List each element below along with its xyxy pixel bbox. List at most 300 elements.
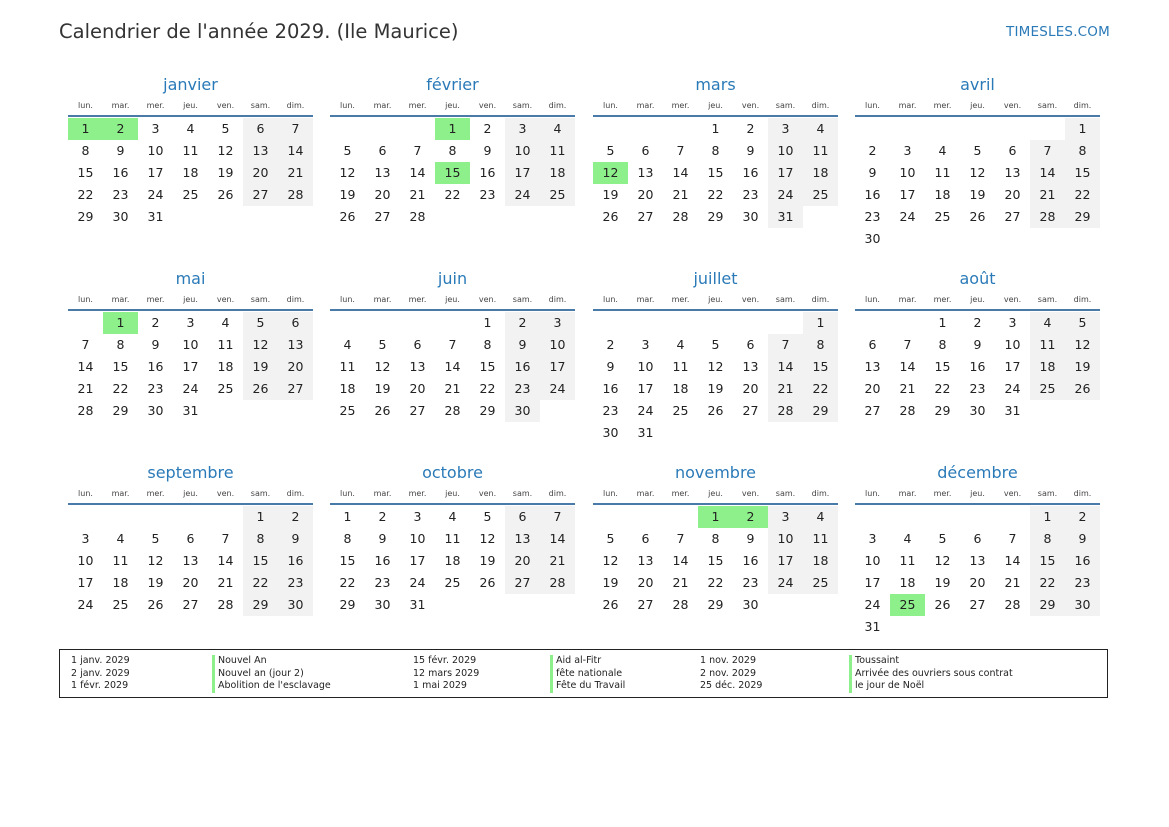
empty-cell <box>103 506 138 528</box>
day-cell: 13 <box>637 553 654 568</box>
day-cell: 1 <box>1065 118 1100 140</box>
day-cell: 15 <box>1030 550 1065 572</box>
day-cell: 5 <box>938 531 947 546</box>
day-cell: 17 <box>182 359 199 374</box>
day-cell: 30 <box>505 400 540 422</box>
weekday-header <box>593 488 838 500</box>
weekday-label: mar. <box>373 295 392 304</box>
day-cell: 4 <box>221 315 230 330</box>
weekday-label: sam. <box>250 489 271 498</box>
day-cell: 12 <box>602 553 619 568</box>
day-cell: 4 <box>676 337 685 352</box>
weekday-label: lun. <box>603 489 618 498</box>
empty-cell <box>698 312 733 334</box>
weekday-label: mer. <box>408 101 427 110</box>
day-cell: 8 <box>1065 140 1100 162</box>
day-cell: 29 <box>707 597 724 612</box>
weekday-label: jeu. <box>445 295 460 304</box>
weekday-label: jeu. <box>445 489 460 498</box>
day-cell: 10 <box>182 337 199 352</box>
day-cell: 7 <box>1030 140 1065 162</box>
month-5 <box>330 269 575 449</box>
day-cell: 11 <box>803 140 838 162</box>
day-cell: 27 <box>1004 209 1021 224</box>
day-cell: 9 <box>505 334 540 356</box>
day-cell: 28 <box>409 209 426 224</box>
day-cell: 21 <box>1004 575 1021 590</box>
day-cell: 9 <box>1065 528 1100 550</box>
day-cell: 19 <box>339 187 356 202</box>
day-cell: 5 <box>151 531 160 546</box>
day-cell: 7 <box>413 143 422 158</box>
day-cell: 25 <box>803 572 838 594</box>
weekday-label: mar. <box>373 101 392 110</box>
day-cell: 3 <box>186 315 195 330</box>
weekday-header <box>593 294 838 306</box>
day-cell: 25 <box>112 597 129 612</box>
day-cell: 1 <box>243 506 278 528</box>
holiday-day-cell: 25 <box>890 594 925 616</box>
day-cell: 16 <box>374 553 391 568</box>
day-cell: 24 <box>147 187 164 202</box>
weekday-label: jeu. <box>708 489 723 498</box>
day-cell: 21 <box>1030 184 1065 206</box>
day-cell: 28 <box>77 403 94 418</box>
day-cell: 15 <box>934 359 951 374</box>
day-cell: 7 <box>448 337 457 352</box>
weekday-label: mar. <box>636 101 655 110</box>
day-cell: 17 <box>409 553 426 568</box>
weekday-label: mer. <box>146 489 165 498</box>
holiday-dates-column <box>413 655 479 693</box>
day-cell: 8 <box>483 337 492 352</box>
weekday-label: mar. <box>636 295 655 304</box>
day-cell: 2 <box>973 315 982 330</box>
day-cell: 12 <box>479 531 496 546</box>
day-cell: 14 <box>672 553 689 568</box>
day-cell: 17 <box>1004 359 1021 374</box>
day-cell: 9 <box>151 337 160 352</box>
day-cell: 24 <box>768 184 803 206</box>
day-cell: 22 <box>707 575 724 590</box>
day-cell: 20 <box>969 575 986 590</box>
day-cell: 13 <box>1004 165 1021 180</box>
holiday-day-cell: 15 <box>435 162 470 184</box>
weekday-label: lun. <box>865 101 880 110</box>
weekday-header <box>330 488 575 500</box>
day-cell: 11 <box>339 359 356 374</box>
weekday-label: lun. <box>78 101 93 110</box>
day-cell: 21 <box>217 575 234 590</box>
day-cell: 10 <box>864 553 881 568</box>
day-cell: 14 <box>899 359 916 374</box>
day-cell: 27 <box>742 403 759 418</box>
empty-cell <box>995 118 1030 140</box>
weekday-label: ven. <box>1003 295 1022 304</box>
month-name: août <box>959 269 996 288</box>
empty-cell <box>330 118 365 140</box>
day-cell: 24 <box>409 575 426 590</box>
day-cell: 17 <box>899 187 916 202</box>
day-cell: 7 <box>540 506 575 528</box>
weekday-label: jeu. <box>708 295 723 304</box>
holiday-name: Abolition de l'esclavage <box>212 680 331 693</box>
day-cell: 19 <box>934 575 951 590</box>
day-cell: 30 <box>864 231 881 246</box>
day-cell: 13 <box>969 553 986 568</box>
day-cell: 22 <box>444 187 461 202</box>
day-cell: 27 <box>409 403 426 418</box>
day-cell: 4 <box>938 143 947 158</box>
weekday-label: jeu. <box>970 489 985 498</box>
day-cell: 25 <box>217 381 234 396</box>
day-grid <box>330 118 575 228</box>
day-cell: 12 <box>1065 334 1100 356</box>
day-cell: 31 <box>147 209 164 224</box>
holiday-date: 1 nov. 2029 <box>700 655 756 666</box>
weekday-label: jeu. <box>970 295 985 304</box>
day-cell: 6 <box>641 143 650 158</box>
day-cell: 22 <box>934 381 951 396</box>
day-cell: 27 <box>182 597 199 612</box>
day-cell: 18 <box>112 575 129 590</box>
day-cell: 28 <box>444 403 461 418</box>
day-cell: 10 <box>540 334 575 356</box>
day-cell: 5 <box>606 531 615 546</box>
day-cell: 11 <box>899 553 916 568</box>
weekday-label: lun. <box>78 489 93 498</box>
holiday-name: fête nationale <box>550 668 625 681</box>
day-cell: 7 <box>221 531 230 546</box>
holiday-dates-column <box>71 655 130 693</box>
day-cell: 26 <box>969 209 986 224</box>
day-cell: 11 <box>934 165 951 180</box>
day-cell: 3 <box>81 531 90 546</box>
day-cell: 23 <box>864 209 881 224</box>
day-cell: 5 <box>378 337 387 352</box>
empty-cell <box>768 312 803 334</box>
day-cell: 3 <box>641 337 650 352</box>
day-cell: 28 <box>278 184 313 206</box>
month-divider <box>68 309 313 311</box>
day-grid <box>855 312 1100 422</box>
day-cell: 9 <box>973 337 982 352</box>
holiday-day-cell: 1 <box>68 118 103 140</box>
day-cell: 31 <box>768 206 803 228</box>
day-cell: 20 <box>278 356 313 378</box>
empty-cell <box>890 118 925 140</box>
empty-cell <box>365 118 400 140</box>
weekday-header <box>68 488 313 500</box>
day-cell: 19 <box>217 165 234 180</box>
day-cell: 27 <box>969 597 986 612</box>
month-divider <box>68 503 313 505</box>
day-cell: 12 <box>374 359 391 374</box>
day-cell: 3 <box>868 531 877 546</box>
day-cell: 31 <box>182 403 199 418</box>
day-cell: 3 <box>903 143 912 158</box>
day-cell: 25 <box>182 187 199 202</box>
weekday-label: ven. <box>478 101 497 110</box>
day-cell: 4 <box>903 531 912 546</box>
day-cell: 14 <box>672 165 689 180</box>
day-cell: 17 <box>864 575 881 590</box>
weekday-label: lun. <box>865 489 880 498</box>
day-cell: 16 <box>969 359 986 374</box>
day-cell: 29 <box>112 403 129 418</box>
day-cell: 20 <box>243 162 278 184</box>
empty-cell <box>628 312 663 334</box>
month-divider <box>330 503 575 505</box>
weekday-label: sam. <box>1037 295 1058 304</box>
weekday-label: lun. <box>78 295 93 304</box>
day-cell: 24 <box>540 378 575 400</box>
day-cell: 13 <box>182 553 199 568</box>
day-cell: 28 <box>672 209 689 224</box>
day-cell: 5 <box>973 143 982 158</box>
day-cell: 26 <box>934 597 951 612</box>
day-cell: 30 <box>278 594 313 616</box>
day-grid <box>593 506 838 616</box>
month-11 <box>855 463 1100 643</box>
day-cell: 21 <box>540 550 575 572</box>
day-cell: 14 <box>409 165 426 180</box>
day-cell: 29 <box>934 403 951 418</box>
day-cell: 14 <box>77 359 94 374</box>
weekday-label: jeu. <box>970 101 985 110</box>
day-cell: 13 <box>742 359 759 374</box>
day-grid <box>68 312 313 422</box>
month-name: juillet <box>693 269 738 288</box>
day-cell: 12 <box>243 334 278 356</box>
day-cell: 18 <box>1030 356 1065 378</box>
day-cell: 19 <box>969 187 986 202</box>
day-cell: 18 <box>934 187 951 202</box>
empty-cell <box>925 506 960 528</box>
day-cell: 19 <box>602 187 619 202</box>
month-name: avril <box>960 75 995 94</box>
day-cell: 21 <box>672 575 689 590</box>
month-divider <box>593 115 838 117</box>
day-cell: 6 <box>505 506 540 528</box>
day-cell: 22 <box>1065 184 1100 206</box>
empty-cell <box>435 312 470 334</box>
weekday-header <box>855 488 1100 500</box>
holiday-date: 12 mars 2029 <box>413 667 480 679</box>
day-cell: 6 <box>973 531 982 546</box>
day-cell: 11 <box>1030 334 1065 356</box>
day-cell: 11 <box>182 143 199 158</box>
weekday-header <box>68 294 313 306</box>
day-cell: 25 <box>1030 378 1065 400</box>
weekday-label: dim. <box>286 295 305 304</box>
weekday-label: dim. <box>548 295 567 304</box>
day-cell: 14 <box>1004 553 1021 568</box>
day-cell: 14 <box>1030 162 1065 184</box>
day-cell: 28 <box>540 572 575 594</box>
day-cell: 29 <box>479 403 496 418</box>
day-cell: 18 <box>540 162 575 184</box>
day-cell: 4 <box>448 509 457 524</box>
day-cell: 4 <box>116 531 125 546</box>
day-cell: 2 <box>505 312 540 334</box>
day-cell: 5 <box>606 143 615 158</box>
day-cell: 13 <box>278 334 313 356</box>
day-cell: 23 <box>278 572 313 594</box>
day-cell: 4 <box>186 121 195 136</box>
day-cell: 6 <box>278 312 313 334</box>
month-3 <box>855 75 1100 255</box>
month-name: octobre <box>422 463 483 482</box>
holiday-day-cell: 12 <box>593 162 628 184</box>
day-cell: 2 <box>1065 506 1100 528</box>
day-cell: 5 <box>711 337 720 352</box>
day-cell: 20 <box>1004 187 1021 202</box>
day-cell: 23 <box>969 381 986 396</box>
day-cell: 26 <box>602 597 619 612</box>
day-cell: 5 <box>1065 312 1100 334</box>
day-cell: 12 <box>707 359 724 374</box>
month-8 <box>68 463 313 643</box>
weekday-header <box>68 100 313 112</box>
day-cell: 10 <box>409 531 426 546</box>
weekday-label: lun. <box>603 101 618 110</box>
day-cell: 7 <box>1008 531 1017 546</box>
holiday-names-column <box>212 655 331 693</box>
day-cell: 10 <box>899 165 916 180</box>
weekday-label: dim. <box>811 101 830 110</box>
holiday-day-cell: 2 <box>733 506 768 528</box>
day-cell: 27 <box>637 597 654 612</box>
day-cell: 10 <box>1004 337 1021 352</box>
weekday-label: lun. <box>865 295 880 304</box>
empty-cell <box>995 506 1030 528</box>
day-cell: 11 <box>217 337 234 352</box>
day-cell: 7 <box>676 531 685 546</box>
day-cell: 8 <box>803 334 838 356</box>
day-grid <box>593 118 838 228</box>
empty-cell <box>208 506 243 528</box>
month-divider <box>855 503 1100 505</box>
day-cell: 14 <box>278 140 313 162</box>
month-divider <box>593 309 838 311</box>
day-cell: 9 <box>746 531 755 546</box>
day-cell: 13 <box>637 165 654 180</box>
day-cell: 20 <box>864 381 881 396</box>
weekday-label: dim. <box>1073 101 1092 110</box>
empty-cell <box>925 118 960 140</box>
weekday-label: sam. <box>512 489 533 498</box>
day-cell: 16 <box>742 553 759 568</box>
weekday-label: mer. <box>933 489 952 498</box>
day-cell: 12 <box>339 165 356 180</box>
day-cell: 15 <box>1065 162 1100 184</box>
site-link[interactable]: TIMESLES.COM <box>1006 24 1110 40</box>
empty-cell <box>593 118 628 140</box>
month-1 <box>330 75 575 255</box>
day-cell: 2 <box>868 143 877 158</box>
weekday-label: lun. <box>603 295 618 304</box>
day-cell: 6 <box>746 337 755 352</box>
day-cell: 27 <box>374 209 391 224</box>
day-cell: 21 <box>444 381 461 396</box>
day-cell: 27 <box>278 378 313 400</box>
day-cell: 9 <box>746 143 755 158</box>
day-cell: 26 <box>217 187 234 202</box>
weekday-label: mer. <box>146 101 165 110</box>
day-cell: 11 <box>803 528 838 550</box>
holiday-date: 1 févr. 2029 <box>71 680 129 692</box>
weekday-label: sam. <box>775 295 796 304</box>
month-6 <box>593 269 838 449</box>
holiday-name: Nouvel an (jour 2) <box>212 668 331 681</box>
day-cell: 6 <box>1008 143 1017 158</box>
day-cell: 20 <box>637 575 654 590</box>
weekday-label: mar. <box>111 295 130 304</box>
day-cell: 12 <box>217 143 234 158</box>
day-cell: 30 <box>112 209 129 224</box>
month-name: janvier <box>163 75 218 94</box>
empty-cell <box>960 506 995 528</box>
month-divider <box>855 309 1100 311</box>
empty-cell <box>593 312 628 334</box>
day-cell: 23 <box>112 187 129 202</box>
empty-cell <box>173 506 208 528</box>
day-cell: 2 <box>606 337 615 352</box>
day-cell: 26 <box>707 403 724 418</box>
weekday-label: jeu. <box>183 295 198 304</box>
day-cell: 28 <box>899 403 916 418</box>
day-cell: 22 <box>803 378 838 400</box>
day-cell: 16 <box>742 165 759 180</box>
holiday-date: 2 janv. 2029 <box>71 667 130 679</box>
day-cell: 25 <box>540 184 575 206</box>
month-divider <box>593 503 838 505</box>
day-cell: 5 <box>221 121 230 136</box>
month-9 <box>330 463 575 643</box>
day-cell: 18 <box>339 381 356 396</box>
day-cell: 18 <box>217 359 234 374</box>
holiday-date: 1 janv. 2029 <box>71 655 130 666</box>
holiday-day-cell: 1 <box>698 506 733 528</box>
month-0 <box>68 75 313 255</box>
empty-cell <box>628 506 663 528</box>
day-cell: 3 <box>540 312 575 334</box>
holiday-date: 1 mai 2029 <box>413 680 467 692</box>
day-cell: 17 <box>637 381 654 396</box>
weekday-label: sam. <box>1037 489 1058 498</box>
day-cell: 28 <box>672 597 689 612</box>
day-cell: 16 <box>505 356 540 378</box>
day-cell: 21 <box>278 162 313 184</box>
day-cell: 20 <box>637 187 654 202</box>
day-cell: 30 <box>147 403 164 418</box>
day-cell: 17 <box>768 162 803 184</box>
day-cell: 26 <box>374 403 391 418</box>
day-cell: 11 <box>540 140 575 162</box>
weekday-label: ven. <box>216 295 235 304</box>
day-cell: 11 <box>444 531 461 546</box>
day-cell: 28 <box>217 597 234 612</box>
day-cell: 2 <box>151 315 160 330</box>
day-cell: 2 <box>483 121 492 136</box>
day-cell: 28 <box>768 400 803 422</box>
day-cell: 14 <box>768 356 803 378</box>
day-cell: 17 <box>768 550 803 572</box>
day-cell: 24 <box>1004 381 1021 396</box>
weekday-label: dim. <box>286 101 305 110</box>
day-grid <box>330 506 575 616</box>
